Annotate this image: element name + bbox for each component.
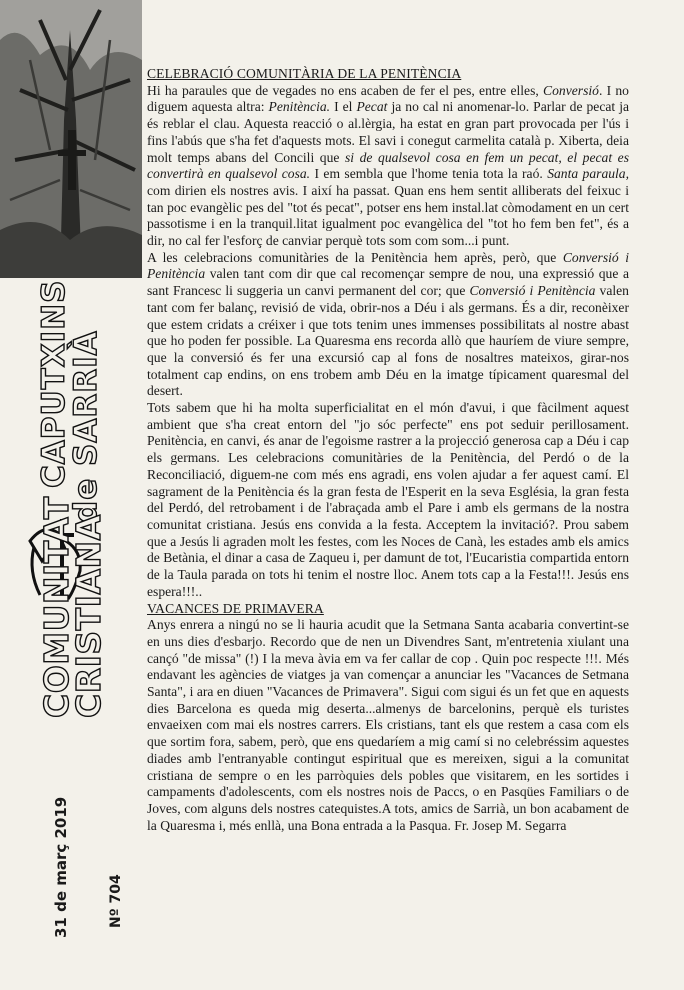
text-span: I el (330, 99, 357, 115)
italic-span: Santa paraula, (547, 166, 630, 182)
italic-span: Penitència. (268, 99, 331, 115)
italic-span: Conversió i Penitència (147, 249, 629, 282)
cross-tree-photo-icon (0, 0, 142, 278)
text-span: ja no cal ni anomenar-lo. Parlar de pecat ja és reblar el clau. Aquesta reacció o al.lèrgia, ha estat en gran part provocada per l'ús i fins l'abús que s'ha fet d'aquests mots. El savi i conegut carmelita català p. Xiberta, deia molt temps abans del Concili que (147, 99, 630, 165)
issue-number: Nº 704 (108, 874, 124, 928)
italic-span: Conversió (543, 82, 599, 98)
article1-title: CELEBRACIÓ COMUNITÀRIA DE LA PENITÈNCIA (147, 66, 462, 81)
publication-line1: COMUNITAT (37, 496, 76, 718)
article1-paragraph2 (147, 250, 629, 400)
article1-paragraph3: Tots sabem que hi ha molta superficialitat en el món d'avui, i que fàcilment aquest ambient que s'ha creat entorn del "jo sóc perfecte" ens pot seduir perillosament. Penitència, en canvi, és anar de l'egoisme rastrer a la projecció generosa cap a Déu i cap els germans. Les celebracions comunitàries de la Penitència, del Perdó o de la Reconciliació, diguem-ne com més ens agradi, ens volen ajudar a fer aquest camí. El sagrament de la Penitència és la gran festa de l'Esperit en la seva Església, la gran festa del Perdó, del retrobament i de l'abraçada amb el Pare i amb els germans de la nostra comunitat cristiana. Jesús ens convida a la festa. Acceptem la invitació?. Prou sabem que a Jesús li agraden molt les festes, com les Noces de Canà, les estades amb els amics de Betània, el dinar a casa de Zaqueu i, per damunt de tot, l'Eucaristia compartida entorn de la Taula parada on tots hi tenim el nostre lloc. Anem tots cap a la Festa!!!. Jesús ens espera!!!.. (147, 400, 629, 599)
article2-title: VACANCES DE PRIMAVERA (147, 600, 324, 616)
text-span: com dirien els nostres avis. I així ha passat. Quan ens hem sentit alliberats del feixuc i tan poc evangèlic pes del "tot és pecat", potser ens hem instal.lat còmodament en un cert passotisme i en la tranquil.litat igualment poc evangèlica del "tot ho fem ben fet", és a dir, no cal fer l'esforç de canviar perquè tots som com som...i punt. (147, 182, 629, 249)
text-span: . I no diguem aquesta altra: (147, 82, 629, 115)
text-span: I em sembla que l'home tenia tota la raó. (310, 166, 548, 182)
article2-paragraph1: Anys enrera a ningú no se li hauria acudit que la Setmana Santa acabaria convertint-se en uns dies d'esbarjo. Recordo que de nen un Divendres Sant, m'entretenia xiulant una cançó "de missa" (!) I la meva àvia em va fer callar de cop . Quin poc respecte !!!. Més endavant les agències de viatges ja van començar a anunciar les "Vacances de Setmana Santa", i ara en diuen "Vacances de Primavera". Sigui com sigui és un fet que en aquests dies Barcelona es queda mig deserta...almenys de barcelonins, perquè els turistes envaeixen com mai els nostres carrers. Els cristians, tant els que restem a casa com els que sortim fora, sabem, però, que ens quedaríem a mig camí si no celebréssim aquestes diades amb l'entranyable contingut espiritual que es mereixen, sigui a la comunitat cristiana de sempre o en les parròquies dels pobles que visitarem, en les sortides i campaments d'adolescents, com els nostres nois de Paccs, o en Pasqües Familiars o de Joves, com alguns dels nostres catequistes.A tots, amics de Sarrià, un bon acabament de la Quaresma i, més enllà, una Bona entrada a la Pasqua. Fr. Josep M. Segarra (147, 617, 629, 833)
text-span: valen tant com fer balanç, revisió de vida, obrir-nos a Déu i als germans. És a dir, reconèixer que estem cridats a créixer i que tots tenim unes immenses possibilitats al nostre abast que ho poden fer possible. La Quaresma ens recorda allò que hauríem de viure sempre, que la conversió és fer una excursió cap al fons de nosaltres mateixos, girar-nos totalment cap endins, on ens trobem amb Déu en la imatge típicament quaresmal del desert. (147, 283, 629, 399)
italic-span: Conversió i Penitència (469, 283, 596, 299)
cross-tree-photo (0, 0, 142, 278)
issue-date: 31 de març 2019 (52, 796, 70, 938)
main-content (147, 66, 629, 834)
brand-line1: CAPUTXINS (36, 279, 72, 488)
article1-paragraph1 (147, 83, 629, 250)
text-span: Hi ha paraules que de vegades no ens acaben de fer el pes, entre elles, (147, 82, 544, 98)
italic-span: si de qualsevol cosa en fem un pecat, el pecat es convertirà en qualsevol cosa. (147, 149, 630, 182)
brand-line2: de SARRIÀ (68, 330, 104, 523)
italic-span: Pecat (356, 99, 388, 115)
text-span: A les celebracions comunitàries de la Penitència hem après, però, que (147, 249, 563, 265)
text-span: valen tant com dir que cal recomençar sempre de nou, una expressió que a sant Francesc li suggeria un canvi permanent del cor; que (147, 266, 629, 299)
publication-line2: CRISTIANA (69, 514, 108, 718)
sidebar-masthead (0, 278, 142, 990)
